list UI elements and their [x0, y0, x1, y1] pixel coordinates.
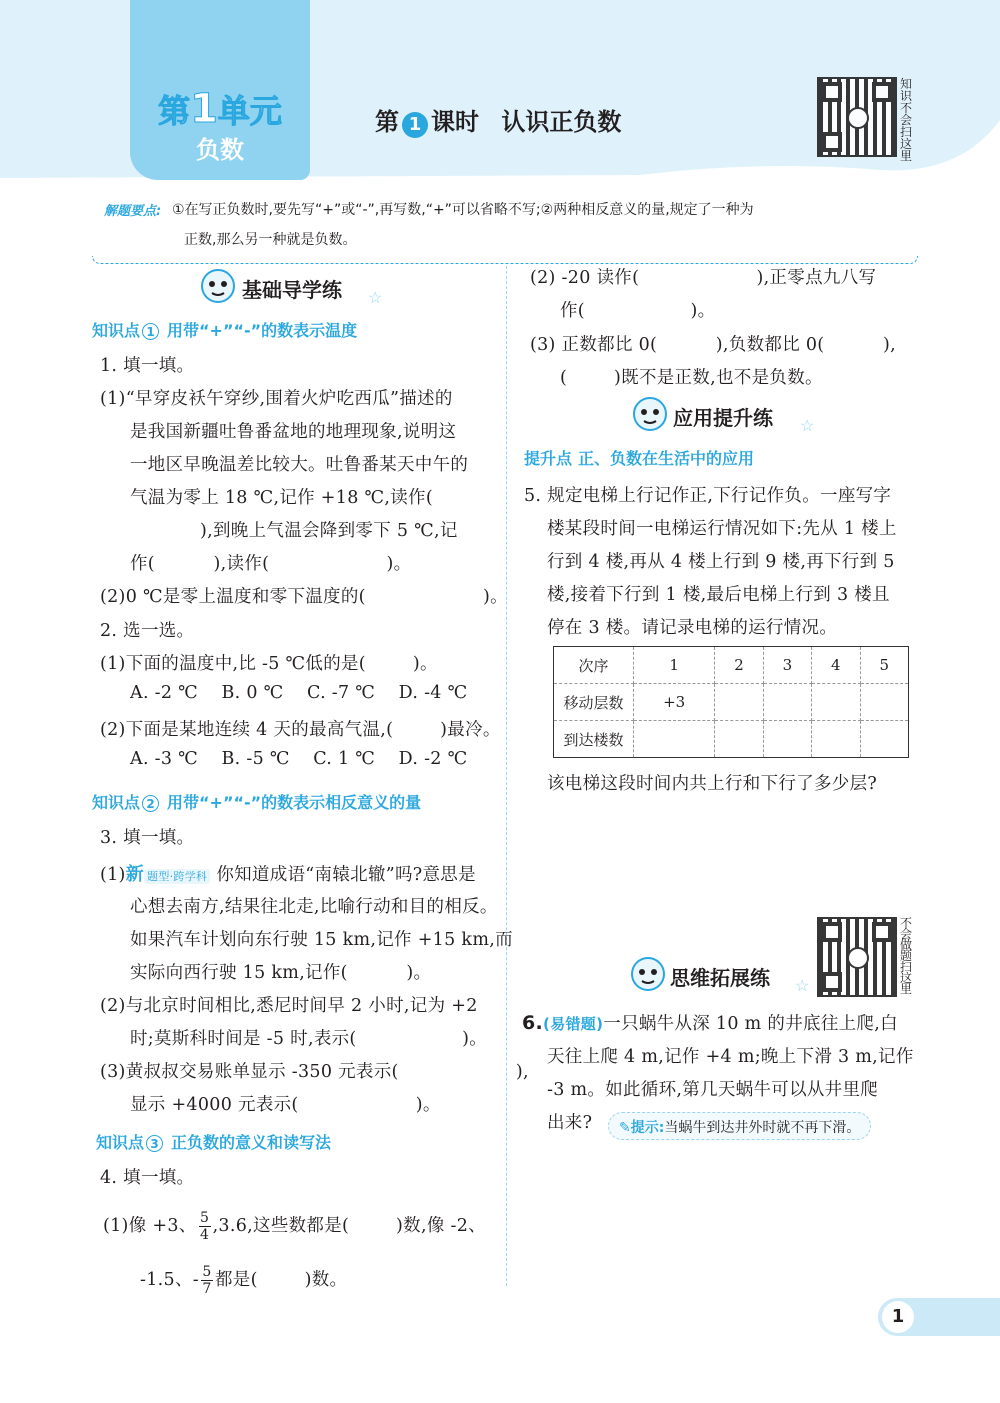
star-icon: ☆	[795, 976, 810, 995]
q4-2-line2: 作( )。	[560, 301, 716, 321]
lightbulb-icon: ✎	[619, 1120, 631, 1136]
table-cell	[763, 721, 811, 758]
q3-title: 3. 填一填。	[100, 828, 195, 848]
knowledge-point-2: 知识点 2 用带“+”“-”的数表示相反意义的量	[92, 793, 422, 812]
page-number: 1	[882, 1301, 914, 1333]
q3-3-line2: 显示 +4000 元表示( )。	[130, 1095, 441, 1115]
table-row	[554, 721, 909, 758]
unit-title: 第1单元	[158, 86, 282, 132]
tips-label: 解题要点:	[104, 204, 162, 219]
table-cell	[715, 721, 763, 758]
section-expand: 思维拓展练	[670, 962, 770, 991]
q4-2-line1: (2) -20 读作( ),正零点九八写	[530, 268, 877, 288]
elevator-table	[553, 646, 909, 758]
q6-line4: 出来?	[547, 1113, 593, 1133]
q2-title: 2. 选一选。	[100, 621, 195, 641]
lesson-title: 第 1 课时 认识正负数	[375, 108, 622, 136]
star-icon: ☆	[368, 288, 383, 307]
table-cell: +3	[634, 684, 715, 721]
q3-1-line3: 如果汽车计划向东行驶 15 km,记作 +15 km,而	[130, 930, 513, 950]
q3-1-line1: (1)新 题型·跨学科 你知道成语“南辕北辙”吗?意思是	[100, 864, 476, 885]
section-basic: 基础导学练	[242, 274, 342, 303]
table-cell	[634, 721, 715, 758]
q1-1-line1: (1)“早穿皮袄午穿纱,围着火炉吃西瓜”描述的	[100, 389, 453, 409]
q3-2-line1: (2)与北京时间相比,悉尼时间早 2 小时,记为 +2	[100, 996, 478, 1016]
q2-2: (2)下面是某地连续 4 天的最高气温,( )最冷。	[100, 720, 501, 740]
mascot-icon	[632, 396, 668, 432]
q1-2: (2)0 ℃是零上温度和零下温度的( )。	[100, 587, 508, 607]
fraction-5-4: $\frac{5}{4}$	[199, 1210, 210, 1243]
q3-3-line1: (3)黄叔叔交易账单显示 -350 元表示( ),	[100, 1062, 529, 1082]
mascot-icon	[200, 268, 236, 304]
tips-line1: ①在写正负数时,要先写“+”或“-”,再写数,“+”可以省略不写;②两种相反意义的量,规定了一种为	[172, 202, 754, 218]
q1-1-line3: 一地区早晚温差比较大。吐鲁番某天中午的	[130, 455, 469, 475]
table-cell: 移动层数	[554, 684, 634, 721]
q4-title: 4. 填一填。	[100, 1168, 195, 1188]
q1-1-line2: 是我国新疆吐鲁番盆地的地理现象,说明这	[130, 422, 457, 442]
table-cell: 1	[634, 647, 715, 684]
q4-3-line2: ( )既不是正数,也不是负数。	[560, 368, 823, 388]
star-icon: ☆	[800, 416, 815, 435]
q5-line5: 停在 3 楼。请记录电梯的运行情况。	[547, 618, 838, 638]
q5-question: 该电梯这段时间内共上行和下行了多少层?	[547, 774, 878, 794]
q5-line4: 楼,接着下行到 1 楼,最后电梯上行到 3 楼且	[547, 585, 890, 605]
table-row	[554, 647, 909, 684]
qr-code[interactable]	[817, 77, 897, 157]
q6-line1: 6.(易错题)一只蜗牛从深 10 m 的井底往上爬,白	[522, 1012, 898, 1034]
hint-box: ✎提示:当蜗牛到达井外时就不再下滑。	[608, 1112, 871, 1140]
fraction-5-7: $\frac{5}{7}$	[202, 1264, 212, 1297]
table-cell	[812, 721, 860, 758]
q4-3-line1: (3) 正数都比 0( ),负数都比 0( ),	[530, 335, 897, 355]
improvement-point: 提升点 正、负数在生活中的应用	[524, 449, 755, 468]
table-cell: 到达楼数	[554, 721, 634, 758]
unit-subtitle: 负数	[196, 136, 244, 164]
q2-2-options: A. -3 ℃ B. -5 ℃ C. 1 ℃ D. -2 ℃	[130, 749, 468, 769]
q5-line2: 楼某段时间一电梯运行情况如下:先从 1 楼上	[547, 519, 897, 539]
table-cell: 2	[715, 647, 763, 684]
qr-code[interactable]	[817, 917, 897, 997]
q1-1-line5: ),到晚上气温会降到零下 5 ℃,记	[200, 521, 458, 541]
q6-line2: 天往上爬 4 m,记作 +4 m;晚上下滑 3 m,记作	[547, 1047, 914, 1067]
table-cell	[715, 684, 763, 721]
table-cell	[860, 684, 908, 721]
q3-1-line4: 实际向西行驶 15 km,记作( )。	[130, 963, 432, 983]
table-cell: 4	[812, 647, 860, 684]
q5-line1: 5. 规定电梯上行记作正,下行记作负。一座写字	[524, 486, 892, 506]
q1-1-line6: 作( ),读作( )。	[130, 554, 412, 574]
table-cell: 5	[860, 647, 908, 684]
q4-1-line2: -1.5、- $\frac{5}{7}$ 都是( )数。	[140, 1264, 348, 1297]
q2-1-options: A. -2 ℃ B. 0 ℃ C. -7 ℃ D. -4 ℃	[130, 683, 468, 703]
cross-subject-tag: 题型·跨学科	[144, 869, 210, 884]
q1-1-line4: 气温为零上 18 ℃,记作 +18 ℃,读作(	[130, 488, 433, 508]
new-type-tag: 新	[125, 864, 145, 885]
q4-1-line1: (1)像 +3、 $\frac{5}{4}$ ,3.6,这些数都是( )数,像 -2、	[103, 1210, 486, 1243]
table-cell	[860, 721, 908, 758]
mascot-icon	[630, 956, 666, 992]
knowledge-point-3: 知识点 3 正负数的意义和读写法	[96, 1133, 332, 1152]
table-cell: 次序	[554, 647, 634, 684]
table-cell	[812, 684, 860, 721]
tips-divider	[92, 256, 918, 264]
q6-line3: -3 m。如此循环,第几天蜗牛可以从井里爬	[547, 1080, 879, 1100]
knowledge-point-1: 知识点 1 用带“+”“-”的数表示温度	[92, 321, 358, 340]
qr-label: 不会做题扫这里	[900, 916, 913, 996]
lesson-num-badge: 1	[402, 112, 428, 138]
q3-2-line2: 时;莫斯科时间是 -5 时,表示( )。	[130, 1029, 488, 1049]
error-prone-tag: (易错题)	[543, 1015, 604, 1033]
tips-line2: 正数,那么另一种就是负数。	[184, 232, 357, 248]
table-cell	[763, 684, 811, 721]
q5-line3: 行到 4 楼,再从 4 楼上行到 9 楼,再下行到 5	[547, 552, 895, 572]
q1-title: 1. 填一填。	[100, 356, 195, 376]
table-row	[554, 684, 909, 721]
qr-label: 知识不会扫这里	[900, 77, 913, 163]
section-apply: 应用提升练	[673, 402, 773, 431]
q3-1-line2: 心想去南方,结果往北走,比喻行动和目的相反。	[130, 897, 498, 917]
column-divider	[506, 266, 507, 1286]
q2-1: (1)下面的温度中,比 -5 ℃低的是( )。	[100, 654, 438, 674]
table-cell: 3	[763, 647, 811, 684]
